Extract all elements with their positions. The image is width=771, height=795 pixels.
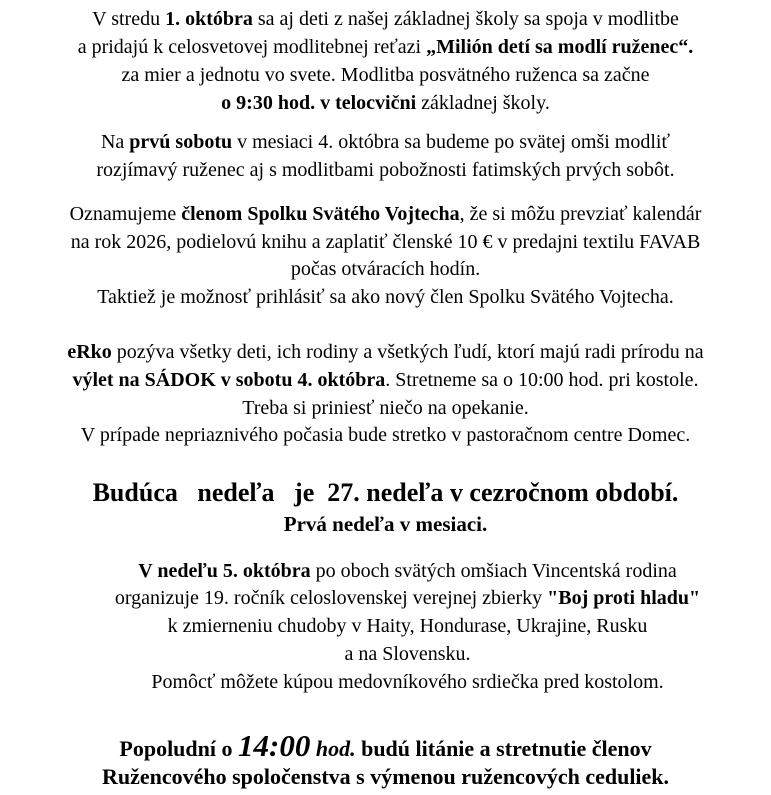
- text: k zmierneniu chudoby v Haity, Hondurase, Ukrajine, Rusku: [167, 615, 648, 637]
- text: v mesiaci 4. októbra sa budeme po svätej omši modliť: [232, 131, 671, 153]
- text: sa aj deti z našej základnej školy sa spoja v modlitbe: [252, 8, 679, 30]
- p6-line-1: [0, 729, 771, 766]
- text: za mier a jednotu vo svete. Modlitba posvätného ruženca sa začne: [121, 64, 650, 86]
- date-bold: 1. októbra: [165, 8, 253, 30]
- p1-line-1: [0, 6, 771, 32]
- p4-line-2: [0, 367, 771, 393]
- text: základnej školy.: [416, 92, 550, 114]
- p3-line-2: [0, 229, 771, 255]
- time-big: 14:00: [238, 728, 311, 763]
- p3-line-3: [0, 256, 771, 282]
- heading-subtitle: Prvá nedeľa v mesiaci.: [283, 512, 488, 536]
- p2-line-2: [0, 157, 771, 183]
- text: budú litánie a stretnutie členov: [355, 736, 652, 761]
- text: Taktiež je možnosť prihlásiť sa ako nový člen Spolku Svätého Vojtecha.: [97, 286, 674, 308]
- sunday-subheading: [0, 511, 771, 537]
- p5-line-4: [22, 641, 771, 667]
- p5-line-5: [22, 669, 771, 695]
- heading-title: Budúca nedeľa je 27. nedeľa v cezročnom období.: [92, 478, 679, 507]
- p5-line-1: [22, 558, 771, 584]
- text: Oznamujeme: [69, 203, 182, 225]
- text: V prípade nepriaznivého počasia bude stretko v pastoračnom centre Domec.: [80, 424, 691, 446]
- p4-line-3: [0, 395, 771, 421]
- text: Pomôcť môžete kúpou medovníkového srdiečka pred kostolom.: [151, 671, 664, 693]
- text: počas otváracích hodín.: [290, 258, 481, 280]
- text: pozýva všetky deti, ich rodiny a všetkých ľudí, ktorí majú radi prírodu na: [111, 341, 704, 363]
- text: a na Slovensku.: [344, 643, 471, 665]
- p2-line-1: [0, 129, 771, 155]
- p5-line-3: [22, 613, 771, 639]
- members-bold: členom Spolku Svätého Vojtecha: [181, 203, 460, 225]
- text: rozjímavý ruženec aj s modlitbami pobožnosti fatimských prvých sobôt.: [96, 159, 675, 181]
- p3-line-1: [0, 201, 771, 227]
- erko-bold: eRko: [67, 341, 112, 363]
- p4-line-1: [0, 339, 771, 365]
- p1-line-3: [0, 62, 771, 88]
- p1-line-2: [0, 34, 771, 60]
- text: V stredu: [92, 8, 166, 30]
- p3-line-4: [0, 284, 771, 310]
- p6-line-2: [0, 764, 771, 790]
- collection-name-bold: "Boj proti hladu": [547, 587, 701, 609]
- text: Ružencového spoločenstva s výmenou ružencových ceduliek.: [101, 764, 670, 789]
- text: , že si môžu prevziať kalendár: [459, 203, 702, 225]
- text: a pridajú k celosvetovej modlitebnej reťazi: [77, 36, 427, 58]
- p5-line-2: [22, 585, 771, 611]
- text: . Stretneme sa o 10:00 hod. pri kostole.: [385, 369, 699, 391]
- p1-line-4: [0, 90, 771, 116]
- text: organizuje 19. ročník celoslovenskej verejnej zbierky: [114, 587, 548, 609]
- text: Na: [100, 131, 130, 153]
- time-place-bold: o 9:30 hod. v telocvični: [221, 92, 417, 114]
- first-saturday-bold: prvú sobotu: [129, 131, 233, 153]
- text: na rok 2026, podielovú knihu a zaplatiť členské 10 € v predajni textilu FAVAB: [70, 231, 701, 253]
- event-name-bold: „Milión detí sa modlí ruženec“.: [426, 36, 694, 58]
- sunday-date-bold: V nedeľu 5. októbra: [138, 560, 311, 582]
- text: Treba si priniesť niečo na opekanie.: [242, 397, 529, 419]
- text: Popoludní o: [119, 736, 238, 761]
- trip-bold: výlet na SÁDOK v sobotu 4. októbra: [72, 369, 386, 391]
- hod-italic: hod.: [310, 736, 356, 761]
- text: po oboch svätých omšiach Vincentská rodina: [310, 560, 677, 582]
- p4-line-4: [0, 422, 771, 448]
- sunday-heading: [0, 477, 771, 509]
